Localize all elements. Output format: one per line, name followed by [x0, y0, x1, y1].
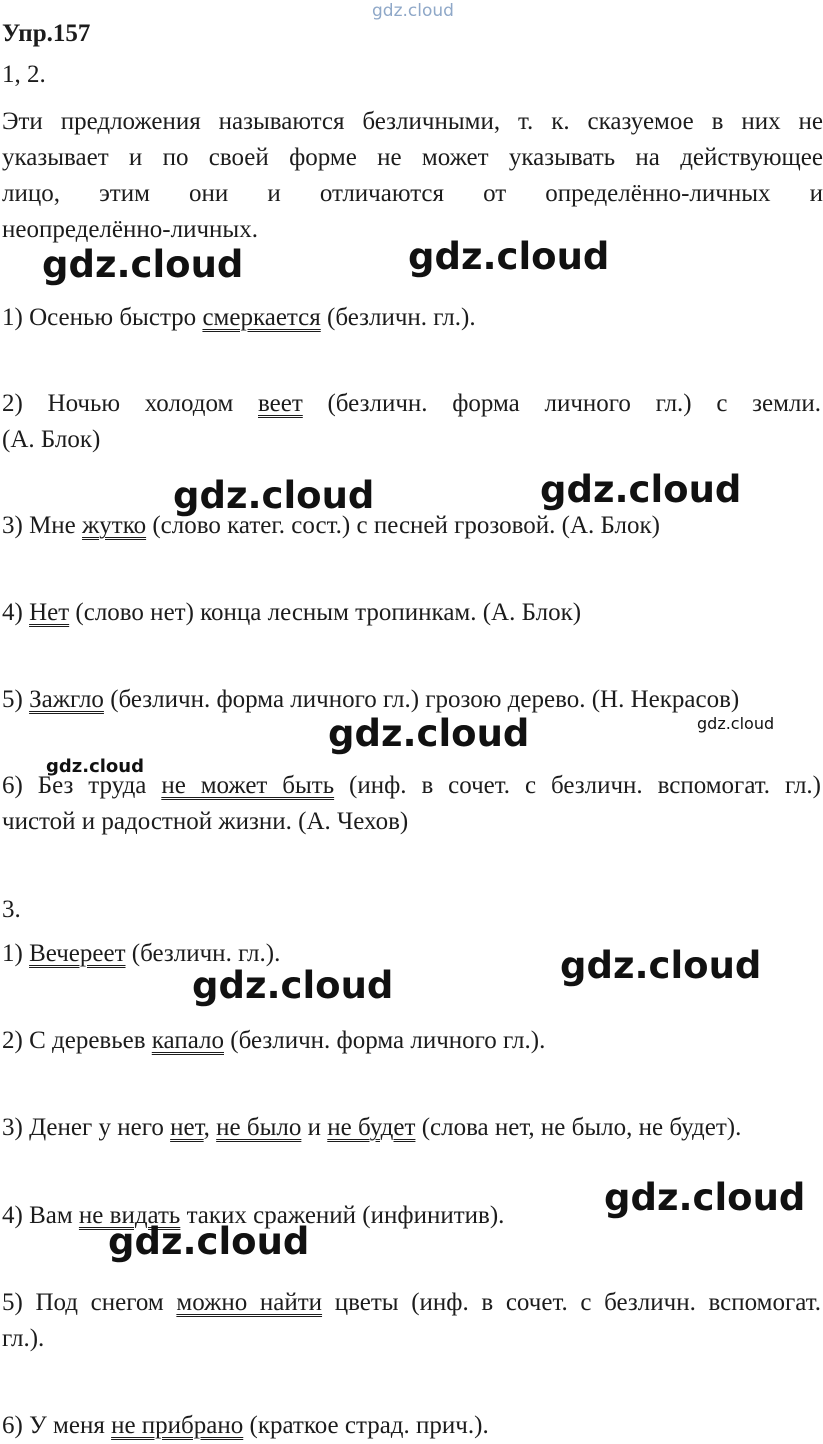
sentence-text: (безличн. форма личного гл.) грозою дерево. (Н. Некрасов) [103, 686, 740, 713]
intro-paragraph [2, 104, 823, 248]
section-label-3: 3. [2, 896, 21, 923]
sentence-line: гл.). [2, 1325, 45, 1352]
intro-line: лицо, этим они и отличаются от определённо-личных и [2, 180, 823, 207]
sentence-text: 6) У меня [2, 1412, 112, 1439]
watermark-top: gdz.cloud [372, 1, 454, 21]
watermark: gdz.cloud [192, 964, 394, 1007]
predicate: не было [216, 1114, 302, 1141]
watermark-small: gdz.cloud [697, 714, 775, 733]
sentence-text: (слово катег. сост.) с песней грозовой. (А. Блок) [146, 512, 660, 539]
predicate: жутко [82, 512, 147, 539]
predicate: веет [258, 390, 303, 417]
predicate: не будет [327, 1114, 416, 1141]
predicate: не видать [78, 1202, 181, 1229]
sentence-text: (слова нет, не было, не будет). [415, 1114, 742, 1141]
page-title: Упр.157 [2, 20, 91, 47]
sentence-text: (краткое страд. прич.). [243, 1412, 489, 1439]
predicate: не может быть [161, 772, 335, 799]
sentence-line [2, 1285, 821, 1321]
sentence-text: 5) [2, 686, 30, 713]
sentence-text: (слово нет) конца лесным тропинкам. (А. Блок) [69, 599, 582, 626]
sentence-text: 5) Под снегом [2, 1289, 177, 1316]
predicate: смеркается [202, 304, 321, 331]
sentence-text: , [203, 1114, 217, 1141]
sentence-text: цветы (инф. в сочет. с безличн. вспомогат. [322, 1289, 821, 1316]
watermark: gdz.cloud [560, 944, 762, 987]
sentence-text: (безличн. гл.). [320, 304, 476, 331]
sentence-text: (безличн. форма личного гл.). [224, 1027, 546, 1054]
sentence-text: 3) Мне [2, 512, 83, 539]
sentence-text: (инф. в сочет. с безличн. вспомогат. гл.) [334, 772, 821, 799]
sentence-3-5 [2, 1285, 821, 1357]
watermark: gdz.cloud [328, 712, 530, 755]
watermark: gdz.cloud [108, 1220, 310, 1263]
predicate: можно найти [176, 1289, 323, 1316]
sentence-text: таких сражений (инфинитив). [180, 1202, 505, 1229]
predicate: нет [170, 1114, 204, 1141]
predicate: Нет [29, 599, 70, 626]
watermark: gdz.cloud [408, 235, 610, 278]
sentence-line: чистой и радостной жизни. (А. Чехов) [2, 808, 409, 835]
predicate: Зажгло [29, 686, 104, 713]
sentence-text: (безличн. гл.). [125, 940, 281, 967]
watermark: gdz.cloud [173, 474, 375, 517]
sentence-line: (А. Блок) [2, 426, 101, 453]
sentence-text: 4) [2, 599, 30, 626]
predicate: капало [151, 1027, 224, 1054]
sentence-text: 2) С деревьев [2, 1027, 152, 1054]
watermark: gdz.cloud [540, 468, 742, 511]
sentence-1 [2, 300, 476, 336]
watermark-small: gdz.cloud [46, 756, 144, 777]
sentence-text: 2) Ночью холодом [2, 390, 258, 417]
predicate: Вечереет [29, 940, 126, 967]
sentence-text: и [301, 1114, 328, 1141]
sentence-3-2 [2, 1023, 545, 1059]
sentence-line [2, 386, 821, 422]
section-label-1-2: 1, 2. [2, 61, 46, 88]
sentence-text: 1) Осенью быстро [2, 304, 203, 331]
sentence-text: 6) Без труда [2, 772, 162, 799]
sentence-text: 3) Денег у него [2, 1114, 171, 1141]
predicate: не прибрано [111, 1412, 244, 1439]
sentence-6 [2, 768, 821, 840]
watermark: gdz.cloud [604, 1176, 806, 1219]
sentence-text: 1) [2, 940, 30, 967]
intro-line: Эти предложения называются безличными, т. к. сказуемое в них не [2, 108, 823, 135]
intro-line: неопределённо-личных. [2, 216, 258, 243]
intro-line: указывает и по своей форме не может указывать на действующее [2, 144, 823, 171]
sentence-3-3 [2, 1110, 741, 1146]
sentence-2 [2, 386, 821, 458]
sentence-text: 4) Вам [2, 1202, 79, 1229]
sentence-text: (безличн. форма личного гл.) с земли. [302, 390, 821, 417]
watermark: gdz.cloud [42, 243, 244, 286]
sentence-4 [2, 595, 581, 631]
